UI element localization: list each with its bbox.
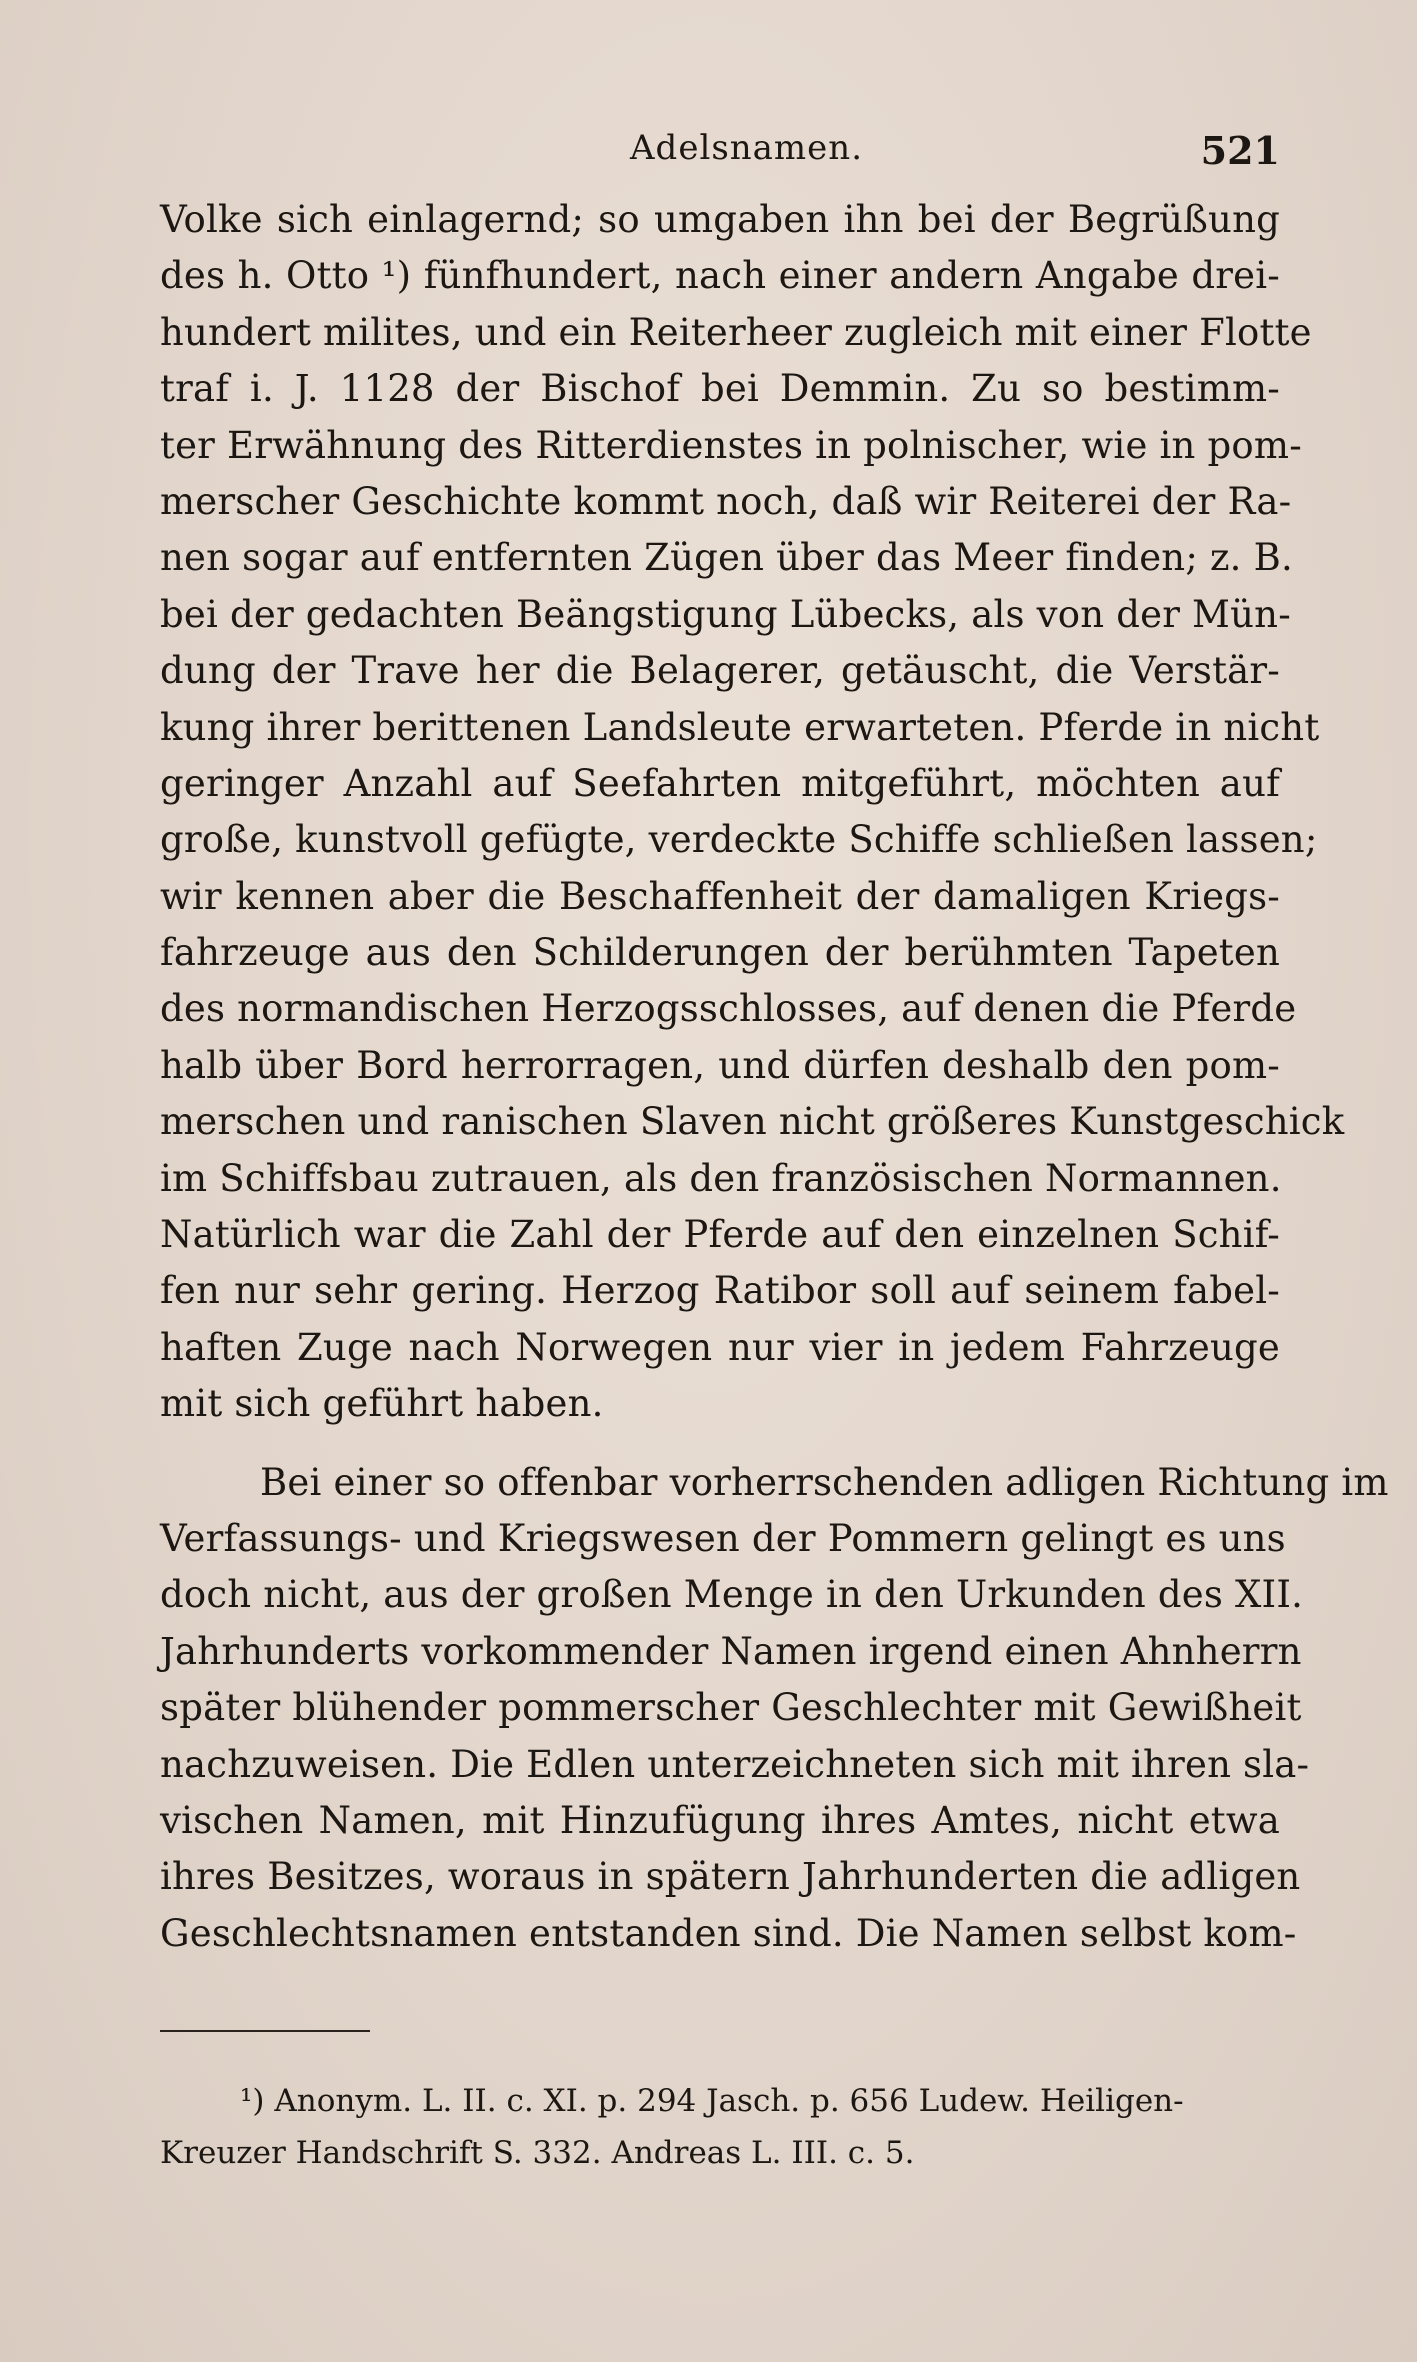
text-line: dung der Trave her die Belagerer, getäuscht, die Verstär- (160, 649, 1280, 693)
text-line: vischen Namen, mit Hinzufügung ihres Amtes, nicht etwa (160, 1798, 1280, 1842)
text-line: mit sich geführt haben. (160, 1382, 604, 1426)
text-line: Jahrhunderts vorkommender Namen irgend einen Ahnherrn (160, 1629, 1302, 1673)
text-line: merscher Geschichte kommt noch, daß wir Reiterei der Ra- (160, 479, 1292, 523)
footnotes (160, 2075, 1280, 2179)
text-line: traf i. J. 1128 der Bischof bei Demmin. Zu so bestimm- (160, 367, 1280, 411)
page-header (160, 128, 1280, 180)
text-line: Geschlechtsnamen entstanden sind. Die Namen selbst kom- (160, 1911, 1297, 1955)
text-line: fen nur sehr gering. Herzog Ratibor soll auf seinem fabel- (160, 1269, 1280, 1313)
text-line: hundert milites, und ein Reiterheer zugleich mit einer Flotte (160, 310, 1312, 354)
text-line: Volke sich einlagernd; so umgaben ihn bei der Begrüßung (160, 198, 1280, 241)
text-line: kung ihrer berittenen Landsleute erwarteten. Pferde in nicht (160, 705, 1320, 749)
text-line: später blühender pommerscher Geschlechter mit Gewißheit (160, 1686, 1302, 1730)
running-head: Adelsnamen. (630, 128, 863, 168)
text-line: halb über Bord herrorragen, und dürfen deshalb den pom- (160, 1043, 1280, 1087)
text-line: merschen und ranischen Slaven nicht größeres Kunstgeschick (160, 1100, 1345, 1144)
text-line: des h. Otto ¹) fünfhundert, nach einer andern Angabe drei- (160, 254, 1280, 298)
text-line: Verfassungs- und Kriegswesen der Pommern gelingt es uns (160, 1516, 1286, 1560)
footnote-line: ¹) Anonym. L. II. c. XI. p. 294 Jasch. p. 656 Ludew. Heiligen- (240, 2083, 1184, 2119)
text-line: große, kunstvoll gefügte, verdeckte Schiffe schließen lassen; (160, 818, 1318, 862)
body-text (160, 192, 1389, 1962)
footnote-divider (160, 2030, 370, 2032)
text-line: Bei einer so offenbar vorherrschenden adligen Richtung im (260, 1460, 1389, 1504)
text-line: bei der gedachten Beängstigung Lübecks, als von der Mün- (160, 592, 1291, 636)
footnote-line: Kreuzer Handschrift S. 332. Andreas L. III. c. 5. (160, 2135, 915, 2171)
text-line: wir kennen aber die Beschaffenheit der damaligen Kriegs- (160, 874, 1280, 918)
text-line: haften Zuge nach Norwegen nur vier in jedem Fahrzeuge (160, 1325, 1280, 1369)
text-line: geringer Anzahl auf Seefahrten mitgeführt, möchten auf (160, 761, 1280, 805)
text-line: Natürlich war die Zahl der Pferde auf den einzelnen Schif- (160, 1213, 1280, 1257)
paragraph-gap (160, 1433, 1280, 1455)
text-line: doch nicht, aus der großen Menge in den Urkunden des XII. (160, 1573, 1304, 1617)
text-line: ihres Besitzes, woraus in spätern Jahrhunderten die adligen (160, 1855, 1301, 1899)
text-line: nachzuweisen. Die Edlen unterzeichneten sich mit ihren sla- (160, 1742, 1310, 1786)
text-line: fahrzeuge aus den Schilderungen der berühmten Tapeten (160, 931, 1280, 975)
text-line: nen sogar auf entfernten Zügen über das Meer finden; z. B. (160, 536, 1293, 580)
text-line: des normandischen Herzogsschlosses, auf denen die Pferde (160, 987, 1297, 1031)
page-number: 521 (1200, 128, 1280, 173)
text-line: ter Erwähnung des Ritterdienstes in polnischer, wie in pom- (160, 423, 1302, 467)
text-line: im Schiffsbau zutrauen, als den französischen Normannen. (160, 1156, 1282, 1200)
